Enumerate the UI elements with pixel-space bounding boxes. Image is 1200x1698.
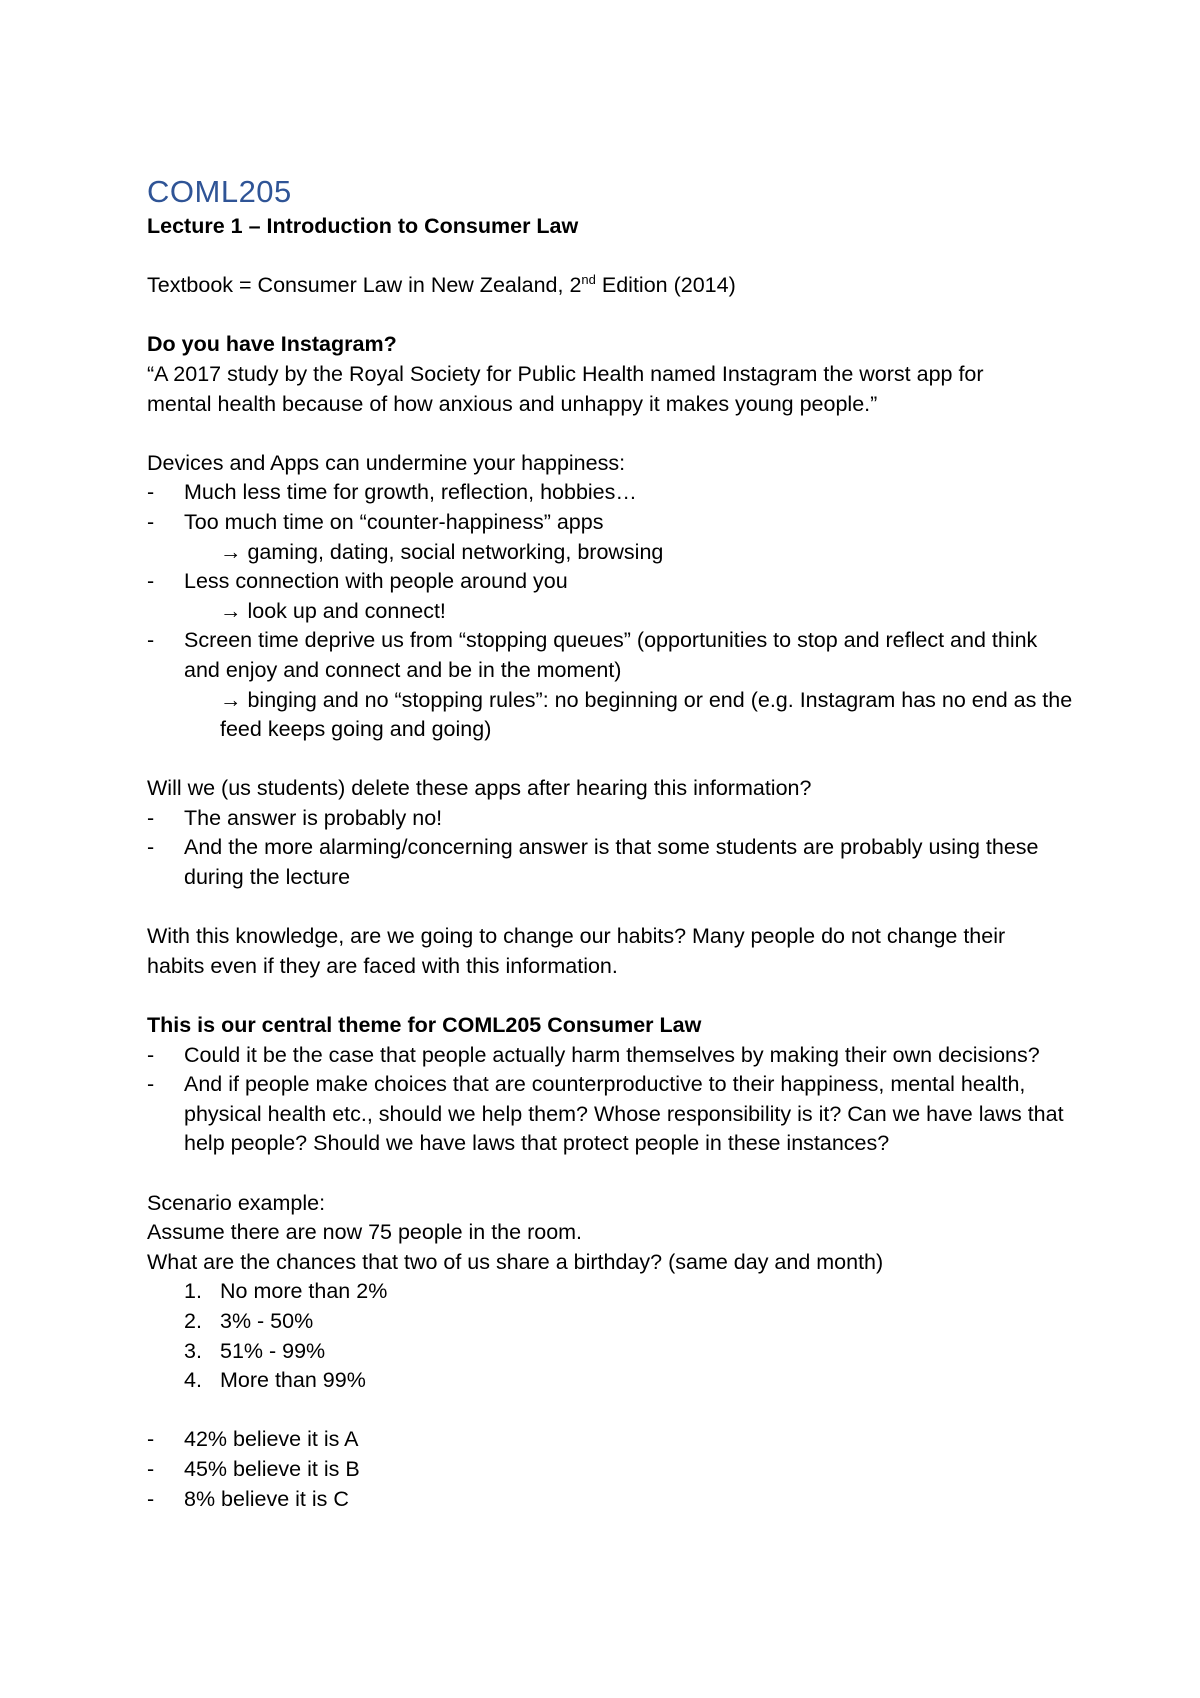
option-item: 2. 3% - 50% (184, 1308, 314, 1333)
list-item: - Screen time deprive us from “stopping queues” (opportunities to stop and reflect and think and enjoy and connect and be in the moment) (147, 628, 1038, 682)
option-item: 3. 51% - 99% (184, 1338, 326, 1363)
sub-item: → binging and no “stopping rules”: no beginning or end (e.g. Instagram has no end as the feed keeps going and going) (220, 687, 1073, 742)
list-item: - Too much time on “counter-happiness” apps (147, 509, 604, 534)
option-item: 4. More than 99% (184, 1368, 366, 1393)
list-item: - Much less time for growth, reflection, hobbies… (147, 480, 637, 505)
result-item: - 42% believe it is A (147, 1427, 359, 1452)
sub-item: → gaming, dating, social networking, browsing (220, 539, 664, 564)
knowledge-line-2: habits even if they are faced with this information. (147, 953, 618, 978)
scenario-question: What are the chances that two of us share a birthday? (same day and month) (147, 1249, 884, 1274)
delete-question: Will we (us students) delete these apps after hearing this information? (147, 776, 812, 801)
result-item: - 8% believe it is C (147, 1486, 349, 1511)
instagram-quote-2: mental health because of how anxious and unhappy it makes young people.” (147, 391, 878, 416)
scenario-label: Scenario example: (147, 1190, 326, 1215)
result-item: - 45% believe it is B (147, 1456, 360, 1481)
lecture-title: Lecture 1 – Introduction to Consumer Law (147, 214, 579, 238)
option-item: 1. No more than 2% (184, 1279, 388, 1304)
sub-item: → look up and connect! (220, 598, 446, 623)
course-title: COML205 (147, 174, 292, 209)
knowledge-line-1: With this knowledge, are we going to change our habits? Many people do not change their (147, 924, 1006, 949)
list-item: - The answer is probably no! (147, 805, 443, 830)
instagram-quote-1: “A 2017 study by the Royal Society for Public Health named Instagram the worst app for (147, 361, 984, 386)
instagram-heading: Do you have Instagram? (147, 332, 397, 357)
list-item: - Less connection with people around you (147, 569, 568, 594)
devices-intro: Devices and Apps can undermine your happiness: (147, 450, 626, 475)
textbook-line: Textbook = Consumer Law in New Zealand, 2nd Edition (2014) (147, 272, 736, 298)
scenario-assume: Assume there are now 75 people in the room. (147, 1220, 583, 1245)
list-item: - Could it be the case that people actually harm themselves by making their own decisions? (147, 1042, 1040, 1067)
document-page (147, 172, 1077, 1514)
list-item: - And the more alarming/concerning answer is that some students are probably using these during the lecture (147, 835, 1039, 890)
theme-heading: This is our central theme for COML205 Consumer Law (147, 1013, 702, 1038)
list-item: - And if people make choices that are counterproductive to their happiness, mental health, physical health etc., should we help them? Whose responsibility is it? Can we have laws that help people? Should we have laws that protect people in these instances? (147, 1072, 1064, 1156)
